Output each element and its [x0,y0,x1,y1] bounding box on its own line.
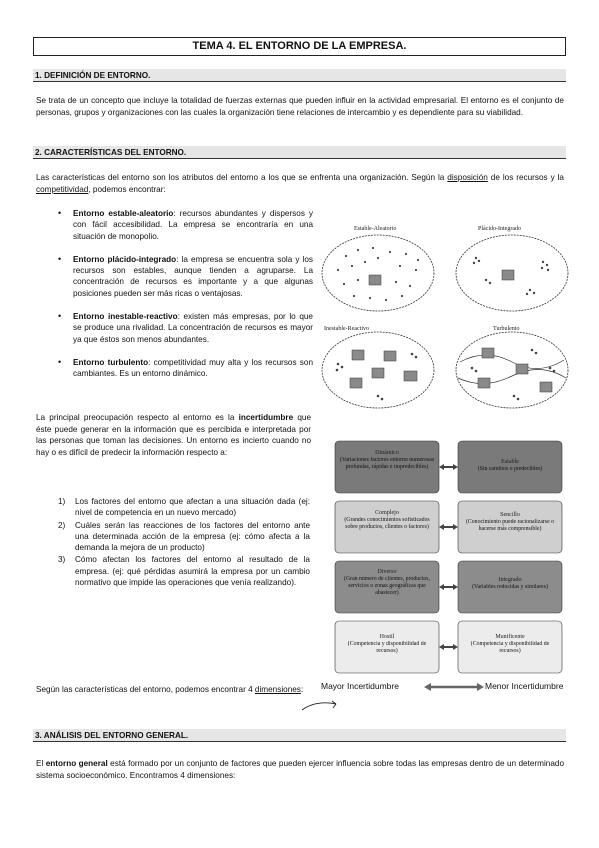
row-dinamico-estable [335,441,562,493]
uncertainty-paragraph: La principal preocupación respecto al entorno es la incertidumbre que éste puede generar en la información que es percibida e interpretada por las personas que toman las decisiones. Un entorno es incierto cuando no hay o es difícil de predecir la información respecto a: [36,413,312,457]
list-item: 1) Los factores del entorno que afectan a una situación dada (ej: nivel de competencia en un nuevo mercado) [58,497,310,518]
list-item: 3) Cómo afectan los factores del entorno al resultado de la empresa. (ej: qué pérdidas asumirá la empresa por un cambio normativo que impide las operaciones que venía realizando). [58,555,310,588]
section-1-paragraph: Se trata de un concepto que incluye la totalidad de fuerzas externas que pueden influir en la actividad empresarial. El entorno es el conjunto de personas, grupos y organizaciones con las cuales la organización tiene relaciones de intercambio y es dependiente para su viabilidad. [36,96,564,117]
dimensions-lead: Según las características del entorno, podemos encontrar 4 dimensiones: [36,685,304,694]
box-diverso-title: Diverso [377,569,397,575]
box-diverso-desc-wrap [338,576,436,613]
box-hostil-title: Hostil [379,634,395,640]
firm-square [352,350,364,360]
uncertainty-axis-arrow [424,683,484,691]
section-2-intro: Las características del entorno son los atributos del entorno a los que se enfrenta una organización. Según la disposición de los recursos y la competitividad, podemos encontrar: [36,173,564,194]
firm-square [502,270,514,280]
box-estable-title: Estable [501,459,519,465]
list-item: • Entorno estable-aleatorio: recursos abundantes y dispersos y con fácil accesibilidad. La empresa se encontraría en una situación de monopolio. [58,208,313,242]
box-sencillo-desc: (Conocimiento puede racionalizarse o hacerse más comprensible) [465,519,555,532]
box-integrado-desc: (Variables reducidas y similares) [472,584,548,590]
row-diverso-integrado [335,561,562,613]
firm-square [369,275,381,285]
ellipse-turbulento [456,332,568,408]
label-turbulento: Turbulento [493,326,520,332]
axis-label-menor-incertidumbre: Menor Incertidumbre [485,681,564,691]
section-3-paragraph: El entorno general está formado por un conjunto de factores que pueden ejercer influencia sobre todas las empresas dentro de un determinado sistema socioeconómico. Encontramos 4 dimensiones: [36,759,565,780]
box-diverso-desc: (Gran número de clientes, productos, servicios o zonas geográficas que abastecer) [344,576,430,596]
box-munificente-desc: (Competencia y disponibilidad de recursos) [470,641,550,654]
label-estable-aleatorio: Estable-Aleatorio [354,226,397,232]
page-title: TEMA 4. EL ENTORNO DE LA EMPRESA. [33,37,566,56]
box-complejo-desc: (Grandes conocimientos sofisticados sobre productos, clientes o factores) [344,517,430,530]
box-hostil-desc: (Competencia y disponibilidad de recursos) [347,641,427,654]
box-dinamico-desc-wrap [338,457,436,493]
ellipse-estable-aleatorio [322,235,434,311]
firm-square [540,382,552,392]
box-sencillo-desc-wrap [461,519,559,553]
box-dinamico-desc: (Variaciones factores entorno numerosas profundas, rápidas e impredecibles) [339,457,435,470]
section-1-heading: 1. DEFINICIÓN DE ENTORNO. [33,69,566,82]
label-inestable-reactivo: Inestable-Reactivo [324,326,369,332]
label-placido-integrado: Plácido-Integrado [478,226,521,232]
box-dinamico-title: Dinámico [375,450,399,456]
list-item: • Entorno turbulento: competitividad muy alta y los recursos son cambiantes. Es un entorno dinámico. [58,357,313,380]
list-item: • Entorno plácido-integrado: la empresa se encuentra sola y los recursos son estables, aunque tienden a agruparse. La concentración de recursos es importante y a que algunas posiciones pueden ser más ricas o ventajosas. [58,254,313,299]
firm-square [404,371,417,381]
environment-types-list [58,208,313,380]
section-2-heading: 2. CARACTERÍSTICAS DEL ENTORNO. [33,146,566,159]
box-integrado-title: Integrado [498,577,522,583]
list-item: 2) Cuáles serán las reacciones de los factores del entorno ante una determinada acción de la empresa (ej: cómo afecta a la demanda la mejora de un producto) [58,520,310,553]
axis-label-mayor-incertidumbre: Mayor Incertidumbre [321,681,399,691]
firm-square [482,348,494,358]
firm-square [384,351,396,361]
firm-square [350,378,362,388]
row-complejo-sencillo [335,501,562,553]
box-sencillo-title: Sencillo [500,512,520,518]
box-complejo-desc-wrap [338,517,436,553]
uncertainty-dimensions-diagram [318,433,580,713]
box-integrado-desc-wrap [461,584,559,610]
box-munificente-desc-wrap [461,641,559,671]
section-3-heading: 3. ANÁLISIS DEL ENTORNO GENERAL. [33,729,566,742]
box-munificente-title: Munificente [495,634,525,640]
box-estable-desc: (Sin cambios o predecibles) [477,466,543,472]
box-hostil-desc-wrap [338,641,436,671]
box-complejo-title: Complejo [375,510,399,516]
list-item: • Entorno inestable-reactivo: existen más empresas, por lo que se produce una rivalidad. La concentración de recursos es mayor ya que éstos son menos abundantes. [58,311,313,345]
firm-square [516,364,528,374]
uncertainty-list [58,496,310,588]
box-estable-desc-wrap [461,466,559,492]
firm-square [478,378,490,388]
environment-types-diagram [318,218,580,416]
row-hostil-munificente [335,621,562,673]
firm-square [372,368,384,378]
